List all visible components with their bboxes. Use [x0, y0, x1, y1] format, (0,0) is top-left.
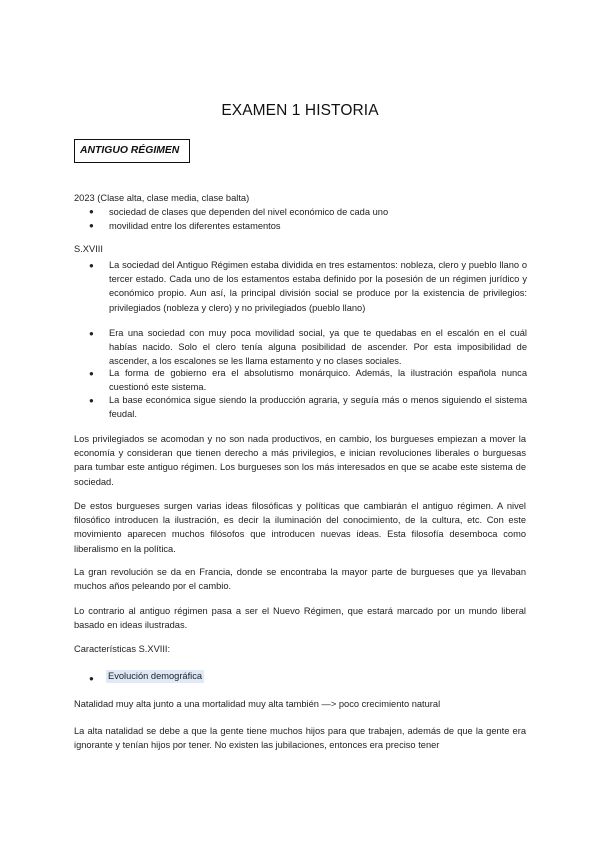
sxviii-bullet: Era una sociedad con muy poca movilidad social, ya que te quedabas en el escalón en el cuál habías nacido. Solo el clero tenía alguna posibilidad de ascender. Por esta imposibilidad de ascender, a los escalones se les llama estamento y no clases sociales.: [109, 328, 527, 367]
intro-line: 2023 (Clase alta, clase media, clase balta): [74, 193, 250, 203]
bullet-dot: ●: [89, 674, 94, 683]
bullet-dot: ●: [89, 369, 94, 378]
intro-bullet: movilidad entre los diferentes estamentos: [109, 221, 281, 231]
natalidad-line: Natalidad muy alta junto a una mortalidad muy alta también —> poco crecimiento natural: [74, 699, 441, 709]
sxviii-label: S.XVIII: [74, 244, 103, 254]
caracteristicas-label: Características S.XVIII:: [74, 644, 171, 654]
paragraph: Lo contrario al antiguo régimen pasa a ser el Nuevo Régimen, que estará marcado por un mundo liberal basado en ideas ilustradas.: [74, 606, 526, 631]
sxviii-bullet: La base económica sigue siendo la producción agraria, y seguía más o menos siguiendo el sistema feudal.: [109, 395, 527, 420]
bullet-dot: ●: [89, 396, 94, 405]
paragraph: La gran revolución se da en Francia, donde se encontraba la mayor parte de burgueses que ya llevaban muchos años peleando por el cambio.: [74, 567, 526, 592]
sxviii-bullet: La sociedad del Antiguo Régimen estaba dividida en tres estamentos: nobleza, clero y pueblo llano o tercer estado. Cada uno de los estamentos estaba definido por la posesión de un régimen jurídico y económico propio. Aun así, la principal división social se produce por la existencia de privilegios: privilegiados (nobleza y clero) y no privilegiados (pueblo llano): [109, 260, 527, 313]
paragraph: La alta natalidad se debe a que la gente tiene muchos hijos para que trabajen, además de que la gente era ignorante y tenían hijos por tener. No existen las jubilaciones, entonces era preciso tener: [74, 726, 526, 751]
bullet-dot: ●: [89, 221, 94, 230]
section-heading: ANTIGUO RÉGIMEN: [80, 145, 180, 156]
document-title: EXAMEN 1 HISTORIA: [221, 102, 379, 119]
sxviii-bullet: La forma de gobierno era el absolutismo monárquico. Además, la ilustración española nunca cuestionó este sistema.: [109, 368, 527, 393]
section-heading-box: [74, 139, 190, 163]
paragraph: De estos burgueses surgen varias ideas filosóficas y políticas que cambiarán el antiguo régimen. A nivel filosófico introducen la ilustración, es decir la iluminación del conocimiento, de la cultura, etc. Con este movimiento aparecen muchos filósofos que introducen nuevas ideas. Esta filosofía desemboca como liberalismo en la política.: [74, 501, 526, 554]
highlighted-bullet: [106, 671, 204, 681]
paragraph: Los privilegiados se acomodan y no son nada productivos, en cambio, los burgueses empiezan a mover la economía y consideran que tienen derecho a más privilegios, e inician revoluciones liberales o burguesas para tumbar este antiguo régimen. Los burgueses son los más interesados en que se acabe este sistema de sociedad.: [74, 434, 526, 487]
highlighted-bullet-text: Evolución demográfica: [108, 671, 203, 681]
bullet-dot: ●: [89, 329, 94, 338]
bullet-dot: ●: [89, 261, 94, 270]
bullet-dot: ●: [89, 207, 94, 216]
intro-bullet: sociedad de clases que dependen del nivel económico de cada uno: [109, 207, 389, 217]
